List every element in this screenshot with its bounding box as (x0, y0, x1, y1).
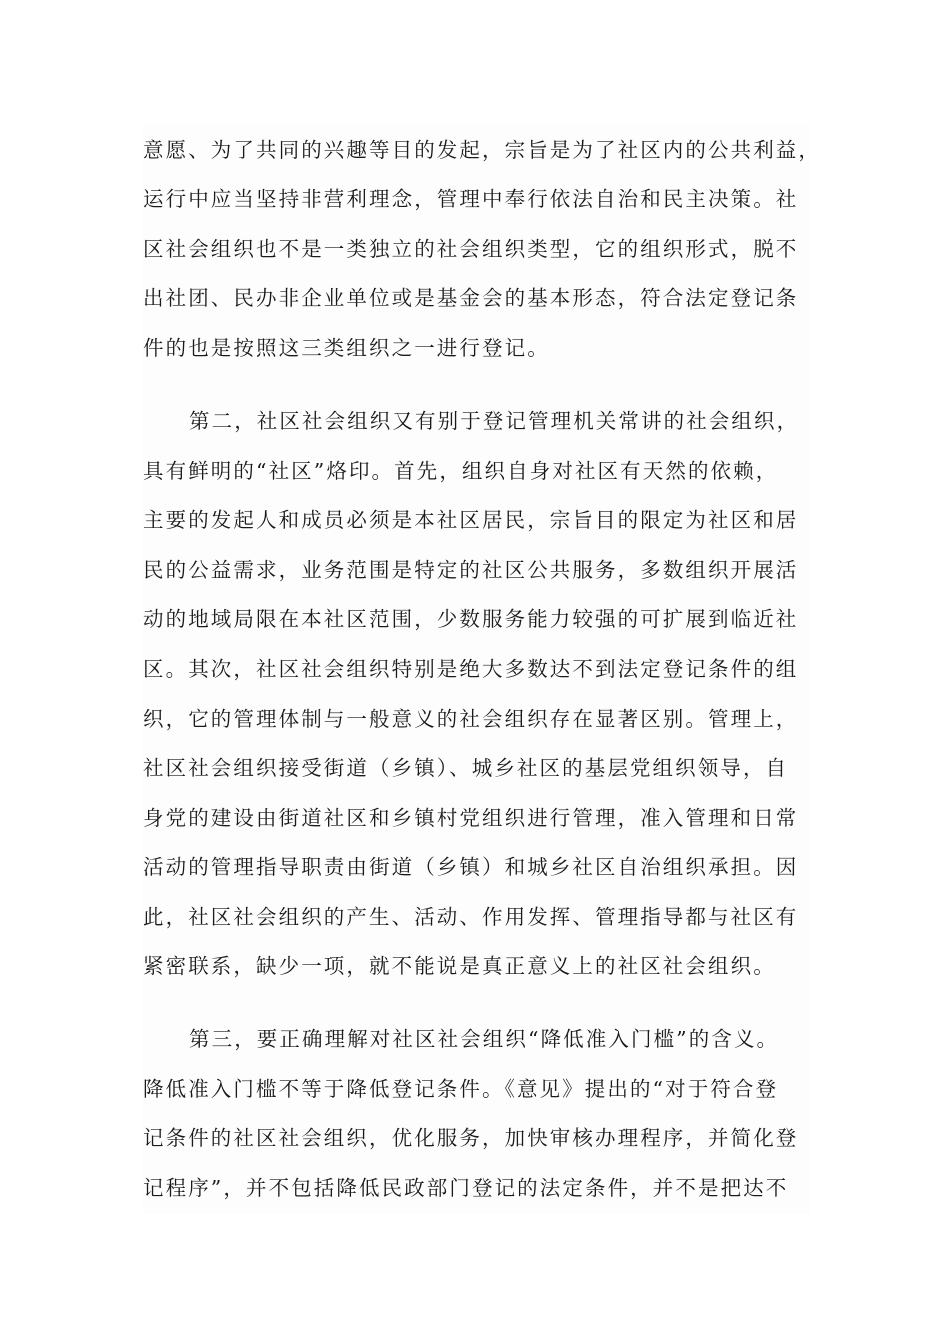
paragraph-line: 降低准入门槛不等于降低登记条件。《意见》提出的“对于符合登 (143, 1077, 779, 1101)
paragraph-line: 织，它的管理体制与一般意义的社会组织存在显著区别。管理上， (143, 707, 799, 731)
paragraph-line: 区。其次，社区社会组织特别是绝大多数达不到法定登记条件的组 (143, 657, 799, 681)
paragraph-line: 意愿、为了共同的兴趣等目的发起，宗旨是为了社区内的公共利益， (143, 138, 821, 162)
document-page (143, 124, 821, 1214)
paragraph-line: 此，社区社会组织的产生、活动、作用发挥、管理指导都与社区有 (143, 905, 799, 929)
paragraph-line: 动的地域局限在本社区范围，少数服务能力较强的可扩展到临近社 (143, 607, 799, 631)
paragraph-line: 出社团、民办非企业单位或是基金会的基本形态，符合法定登记条 (143, 286, 799, 310)
paragraph-line: 运行中应当坚持非营利理念，管理中奉行依法自治和民主决策。社 (143, 187, 799, 211)
paragraph-line: 第三，要正确理解对社区社会组织“降低准入门槛”的含义。 (189, 1027, 780, 1051)
paragraph-line: 主要的发起人和成员必须是本社区居民，宗旨目的限定为社区和居 (143, 508, 799, 532)
paragraph-line: 第二，社区社会组织又有别于登记管理机关常讲的社会组织， (189, 409, 800, 433)
paragraph-line: 民的公益需求，业务范围是特定的社区公共服务，多数组织开展活 (143, 558, 799, 582)
paragraph-line: 活动的管理指导职责由街道（乡镇）和城乡社区自治组织承担。因 (143, 855, 799, 879)
paragraph-line: 身党的建设由街道社区和乡镇村党组织进行管理，准入管理和日常 (143, 806, 799, 830)
paragraph-line: 记程序”，并不包括降低民政部门登记的法定条件，并不是把达不 (143, 1176, 789, 1200)
paragraph-line: 件的也是按照这三类组织之一进行登记。 (143, 336, 550, 360)
paragraph-line: 具有鲜明的“社区”烙印。首先，组织自身对社区有天然的依赖， (143, 459, 779, 483)
paragraph-line: 区社会组织也不是一类独立的社会组织类型，它的组织形式，脱不 (143, 237, 799, 261)
paragraph-line: 紧密联系，缺少一项，就不能说是真正意义上的社区社会组织。 (143, 954, 776, 978)
paragraph-line: 社区社会组织接受街道（乡镇）、城乡社区的基层党组织领导，自 (143, 756, 789, 780)
paragraph-line: 记条件的社区社会组织，优化服务，加快审核办理程序，并简化登 (143, 1126, 799, 1150)
